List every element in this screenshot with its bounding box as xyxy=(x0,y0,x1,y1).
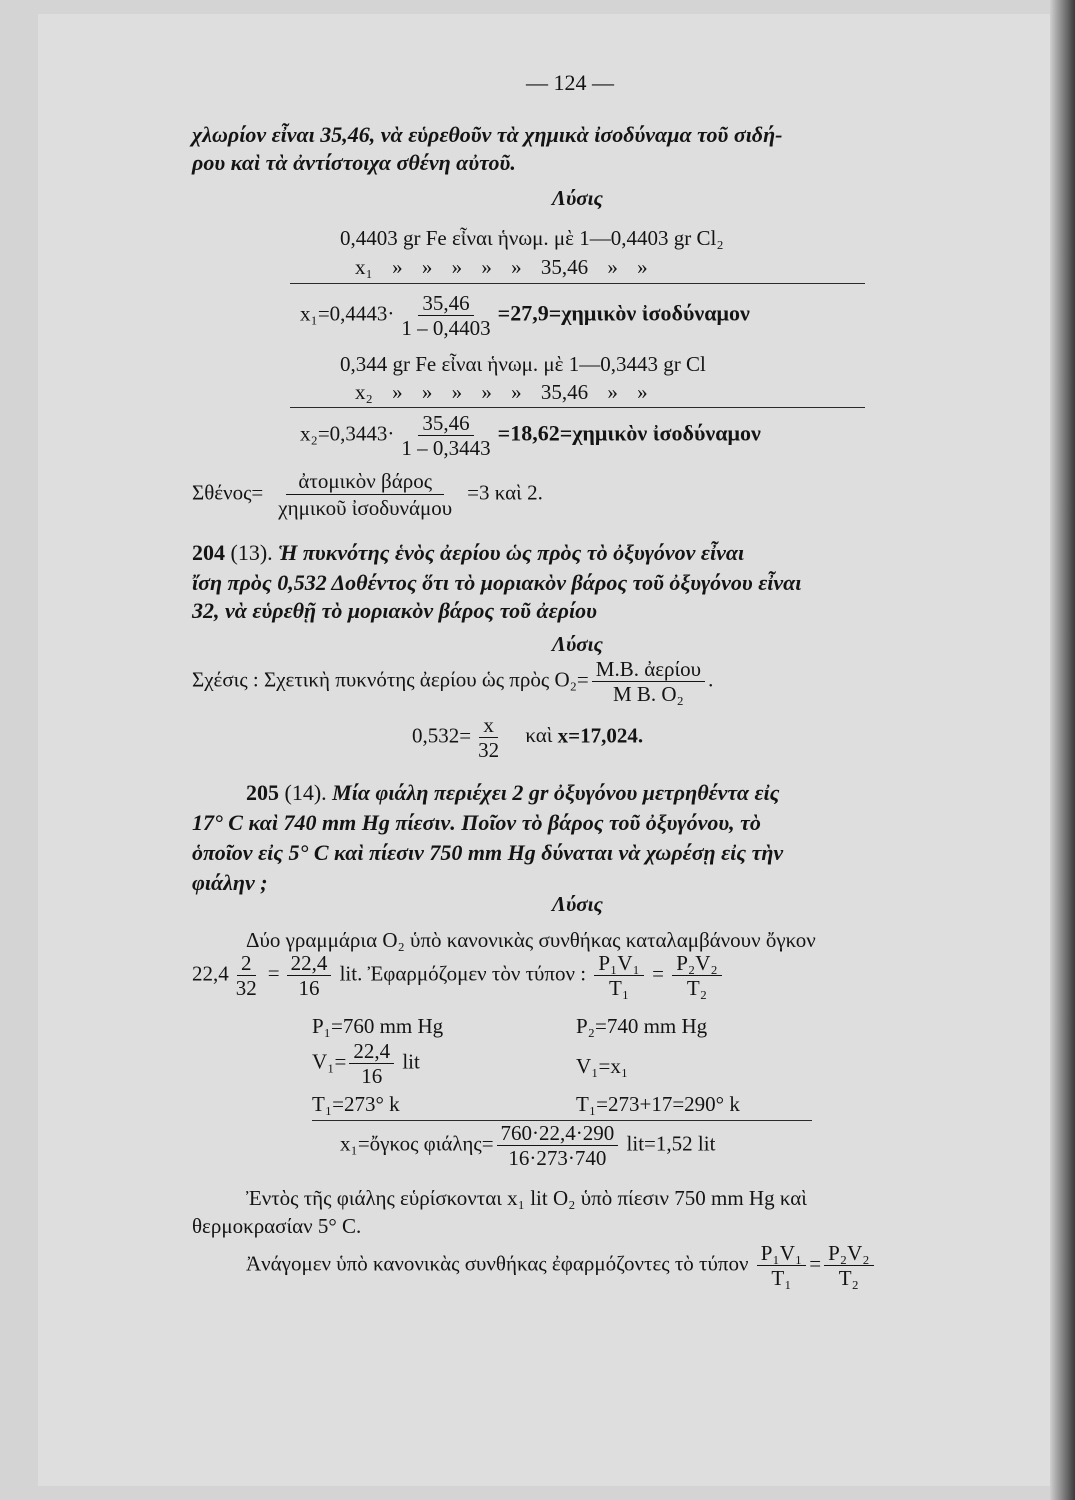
density-equation xyxy=(412,714,643,761)
lysis-heading-2: Λύσις xyxy=(552,632,603,656)
page-number: — 124 — xyxy=(526,70,614,95)
x1-numerator: 35,46 xyxy=(418,292,473,316)
problem204-text-1: Ἡ πυκνότης ἑνὸς ἀερίου ὡς πρὸς τὸ ὀξυγόνον εἶναι xyxy=(278,540,745,565)
density-result: x=17,024. xyxy=(557,723,644,748)
lysis-heading-1: Λύσις xyxy=(552,186,603,210)
solution1-rule-1 xyxy=(290,283,865,284)
final-fraction-2 xyxy=(824,1242,874,1289)
problem205-ref: (14). xyxy=(284,780,327,805)
p1-value: P₁=760 mm Hg xyxy=(312,1014,444,1038)
gas-law-equals: = xyxy=(652,961,664,986)
valence-numerator: ἀτομικὸν βάρος xyxy=(286,470,444,495)
relation-lhs: Σχέσις : Σχετικὴ πυκνότης ἀερίου ὡς πρὸς O₂= xyxy=(192,667,589,692)
final-denominator-2: T₂ xyxy=(838,1266,859,1291)
volume-fraction-2 xyxy=(287,952,332,999)
x2-equation xyxy=(300,412,761,459)
gas-law-numerator-1: P₁V₁ xyxy=(594,952,644,976)
volume-equals: = xyxy=(267,961,280,986)
x2-result: =18,62=χημικὸν ἰσοδύναμον xyxy=(497,420,761,446)
volume-numerator-1: 2 xyxy=(237,952,256,976)
flask-volume-equation xyxy=(340,1122,715,1169)
v1-unit: lit xyxy=(402,1049,420,1074)
problem205-line-1 xyxy=(246,780,779,806)
solution1-row3: 0,344 gr Fe εἶναι ἡνωμ. μὲ 1—0,3443 gr Cl xyxy=(340,352,706,376)
problem204-line-1 xyxy=(192,540,744,566)
v1-equation xyxy=(312,1040,420,1087)
x2-denominator: 1 – 0,3443 xyxy=(401,436,491,461)
solution1-row1: 0,4403 gr Fe εἶναι ἡνωμ. μὲ 1—0,4403 gr Cl₂ xyxy=(340,226,724,250)
reduce-equation xyxy=(246,1242,877,1289)
gas-law-fraction-1 xyxy=(594,952,644,999)
relation-period: . xyxy=(708,667,714,692)
t1-value: T₁=273° k xyxy=(312,1092,400,1116)
x1-equation xyxy=(300,292,750,339)
v1-lhs: V₁= xyxy=(312,1049,347,1074)
valence-denominator: χημικοῦ ἰσοδυνάμου xyxy=(278,496,453,521)
v1-denominator: 16 xyxy=(361,1064,383,1089)
final-denominator-1: T₁ xyxy=(771,1266,792,1291)
problem205-line-4: φιάλην ; xyxy=(192,870,268,895)
valence-fraction xyxy=(266,470,464,519)
volume-denominator-2: 16 xyxy=(298,976,320,1001)
final-numerator-2: P₂V₂ xyxy=(824,1242,874,1266)
inside-line-2: θερμοκρασίαν 5° C. xyxy=(192,1214,362,1238)
flask-volume-result: lit=1,52 lit xyxy=(626,1131,716,1156)
relation-denominator: Μ Β. O₂ xyxy=(612,682,684,707)
flask-volume-lhs: x₁=ὄγκος φιάλης= xyxy=(340,1131,494,1156)
volume-fraction-1 xyxy=(232,952,261,999)
reduce-text: Ἀνάγομεν ὑπὸ κανονικὰς συνθήκας ἐφαρμόζοντες τὸ τύπον xyxy=(246,1251,749,1276)
x2-fraction xyxy=(397,412,494,459)
inside-line-1: Ἐντὸς τῆς φιάλης εὑρίσκονται x₁ lit O₂ ὑπὸ πίεσιν 750 mm Hg καὶ xyxy=(246,1186,807,1210)
flask-volume-fraction xyxy=(497,1122,619,1169)
problem205-text-1: Μία φιάλη περιέχει 2 gr ὀξυγόνου μετρηθέντα εἰς xyxy=(332,780,780,805)
volume-text: lit. Ἐφαρμόζομεν τὸν τύπον : xyxy=(339,961,587,986)
intro-line-2: ρου καὶ τὰ ἀντίστοιχα σθένη αὐτοῦ. xyxy=(192,150,516,175)
density-fraction xyxy=(474,714,503,761)
gas-law-fraction-2 xyxy=(672,952,722,999)
flask-volume-denominator: 16·273·740 xyxy=(508,1146,607,1171)
volume-equation xyxy=(192,952,725,999)
flask-volume-numerator: 760·22,4·290 xyxy=(497,1122,619,1146)
density-numerator: x xyxy=(479,714,498,738)
gas-law-numerator-2: P₂V₂ xyxy=(672,952,722,976)
x1-lhs: x₁=0,4443· xyxy=(300,301,395,326)
problem205-line-3: ὁποῖον εἰς 5° C καὶ πίεσιν 750 mm Hg δύναται νὰ χωρέσῃ εἰς τὴν xyxy=(192,840,784,865)
problem204-line-2: ἴση πρὸς 0,532 Δοθέντος ὅτι τὸ μοριακὸν βάρος τοῦ ὀξυγόνου εἶναι xyxy=(192,570,802,595)
solution205-line-1: Δύο γραμμάρια O₂ ὑπὸ κανονικὰς συνθήκας καταλαμβάνουν ὄγκον xyxy=(246,928,816,952)
solution1-row4: x₂ » » » » » 35,46 » » xyxy=(355,380,648,404)
problem205-line-2: 17° C καὶ 740 mm Hg πίεσιν. Ποῖον τὸ βάρος τοῦ ὀξυγόνου, τὸ xyxy=(192,810,761,835)
x1-result: =27,9=χημικὸν ἰσοδύναμον xyxy=(497,300,750,326)
v2-value: V₁=x₁ xyxy=(576,1054,629,1078)
valence-lhs: Σθένος= xyxy=(192,480,264,505)
density-lhs: 0,532= xyxy=(412,723,472,748)
volume-a: 22,4 xyxy=(192,961,229,986)
volume-denominator-1: 32 xyxy=(235,976,257,1001)
v1-numerator: 22,4 xyxy=(349,1040,394,1064)
t2-value: T₁=273+17=290° k xyxy=(576,1092,740,1116)
x1-fraction xyxy=(397,292,494,339)
density-and: καὶ xyxy=(525,723,553,748)
problem204-ref: (13). xyxy=(230,540,273,565)
relation-numerator: Μ.Β. ἀερίου xyxy=(592,658,705,682)
gas-law-denominator-1: T₁ xyxy=(609,976,630,1001)
solution1-row2: x₁ » » » » » 35,46 » » xyxy=(355,255,648,279)
relation-equation xyxy=(192,658,713,705)
density-denominator: 32 xyxy=(478,738,500,763)
final-numerator-1: P₁V₁ xyxy=(757,1242,807,1266)
p2-value: P₂=740 mm Hg xyxy=(576,1014,708,1038)
x2-lhs: x₂=0,3443· xyxy=(300,421,395,446)
problem204-number: 204 xyxy=(192,540,225,565)
problem204-line-3: 32, νὰ εὑρεθῇ τὸ μοριακὸν βάρος τοῦ ἀερίου xyxy=(192,598,597,623)
solution1-rule-2 xyxy=(290,407,865,408)
valence-equation xyxy=(192,470,543,519)
problem205-number: 205 xyxy=(246,780,279,805)
lysis-heading-3: Λύσις xyxy=(552,892,603,916)
valence-result: =3 καὶ 2. xyxy=(467,480,543,505)
page-edge xyxy=(1050,0,1075,1500)
x1-denominator: 1 – 0,4403 xyxy=(401,316,491,341)
final-fraction-1 xyxy=(757,1242,807,1289)
intro-line-1: χλωρίον εἶναι 35,46, νὰ εὑρεθοῦν τὰ χημικὰ ἰσοδύναμα τοῦ σιδή- xyxy=(192,122,783,147)
x2-numerator: 35,46 xyxy=(418,412,473,436)
final-equals: = xyxy=(809,1251,822,1276)
gas-law-denominator-2: T₂ xyxy=(686,976,708,1001)
volume-numerator-2: 22,4 xyxy=(287,952,332,976)
relation-fraction xyxy=(592,658,705,705)
v1-fraction xyxy=(349,1040,394,1087)
